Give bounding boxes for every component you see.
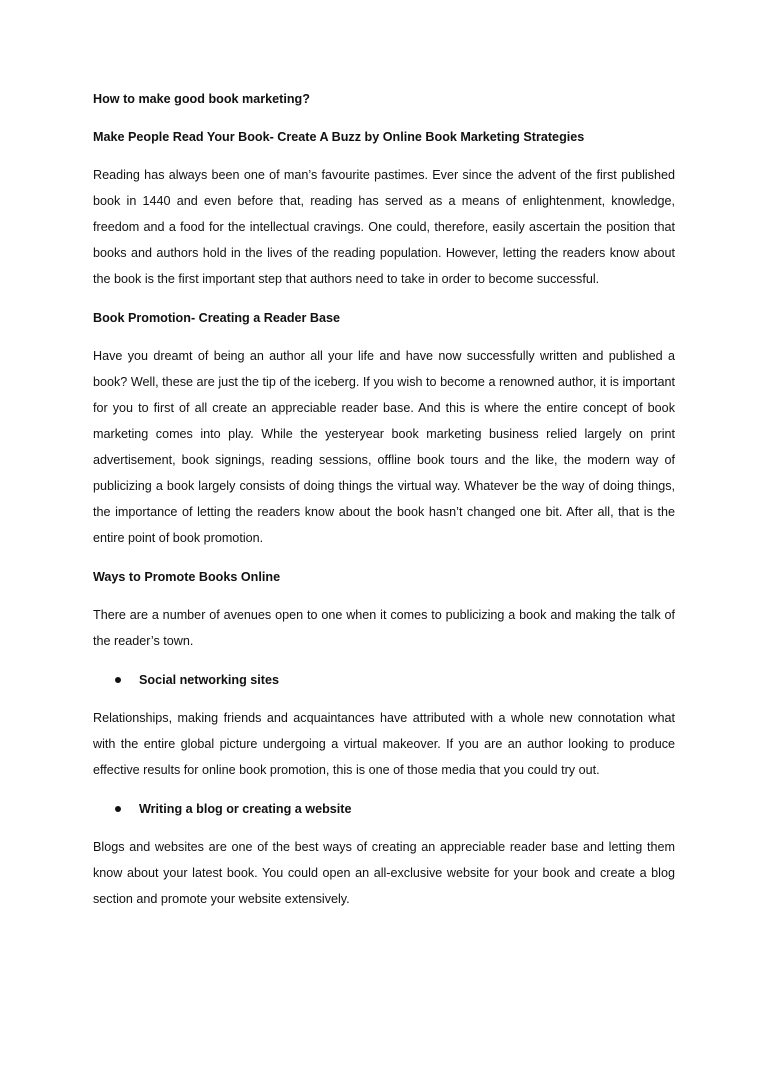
document-subtitle: Make People Read Your Book- Create A Buzz by Online Book Marketing Strategies <box>93 130 585 144</box>
bullet-paragraph-social-networking: Relationships, making friends and acquaintances have attributed with a whole new connotation what with the entire global picture undergoing a virtual makeover. If you are an author looking to produce effective results for online book promotion, this is one of those media that you could try out. <box>93 711 675 777</box>
section-heading-book-promotion: Book Promotion- Creating a Reader Base <box>93 311 341 325</box>
bullet-icon <box>115 677 121 683</box>
bullet-label: Writing a blog or creating a website <box>139 802 352 816</box>
intro-paragraph: Reading has always been one of man’s favourite pastimes. Ever since the advent of the first published book in 1440 and even before that, reading has served as a means of enlightenment, knowledge, freedom and a food for the intellectual cravings. One could, therefore, easily ascertain the position that books and authors hold in the lives of the reading population. However, letting the readers know about the book is the first important step that authors need to take in order to become successful. <box>93 168 675 286</box>
document-title: How to make good book marketing? <box>93 92 310 106</box>
bullet-item-blog-website <box>139 800 675 818</box>
section-heading-ways-to-promote: Ways to Promote Books Online <box>93 570 281 584</box>
section-paragraph-ways-to-promote: There are a number of avenues open to one when it comes to publicizing a book and making the talk of the reader’s town. <box>93 608 675 648</box>
bullet-label: Social networking sites <box>139 673 279 687</box>
section-paragraph-book-promotion: Have you dreamt of being an author all your life and have now successfully written and published a book? Well, these are just the tip of the iceberg. If you wish to become a renowned author, it is important for you to first of all create an appreciable reader base. And this is where the entire concept of book marketing comes into play. While the yesteryear book marketing business relied largely on print advertisement, book signings, reading sessions, offline book tours and the like, the modern way of publicizing a book largely consists of doing things the virtual way. Whatever be the way of doing things, the importance of letting the readers know about the book hasn’t changed one bit. After all, that is the entire point of book promotion. <box>93 349 675 545</box>
document-page <box>93 90 675 929</box>
bullet-icon <box>115 806 121 812</box>
bullet-paragraph-blog-website: Blogs and websites are one of the best ways of creating an appreciable reader base and letting them know about your latest book. You could open an all-exclusive website for your book and create a blog section and promote your website extensively. <box>93 840 675 906</box>
bullet-item-social-networking <box>139 671 675 689</box>
